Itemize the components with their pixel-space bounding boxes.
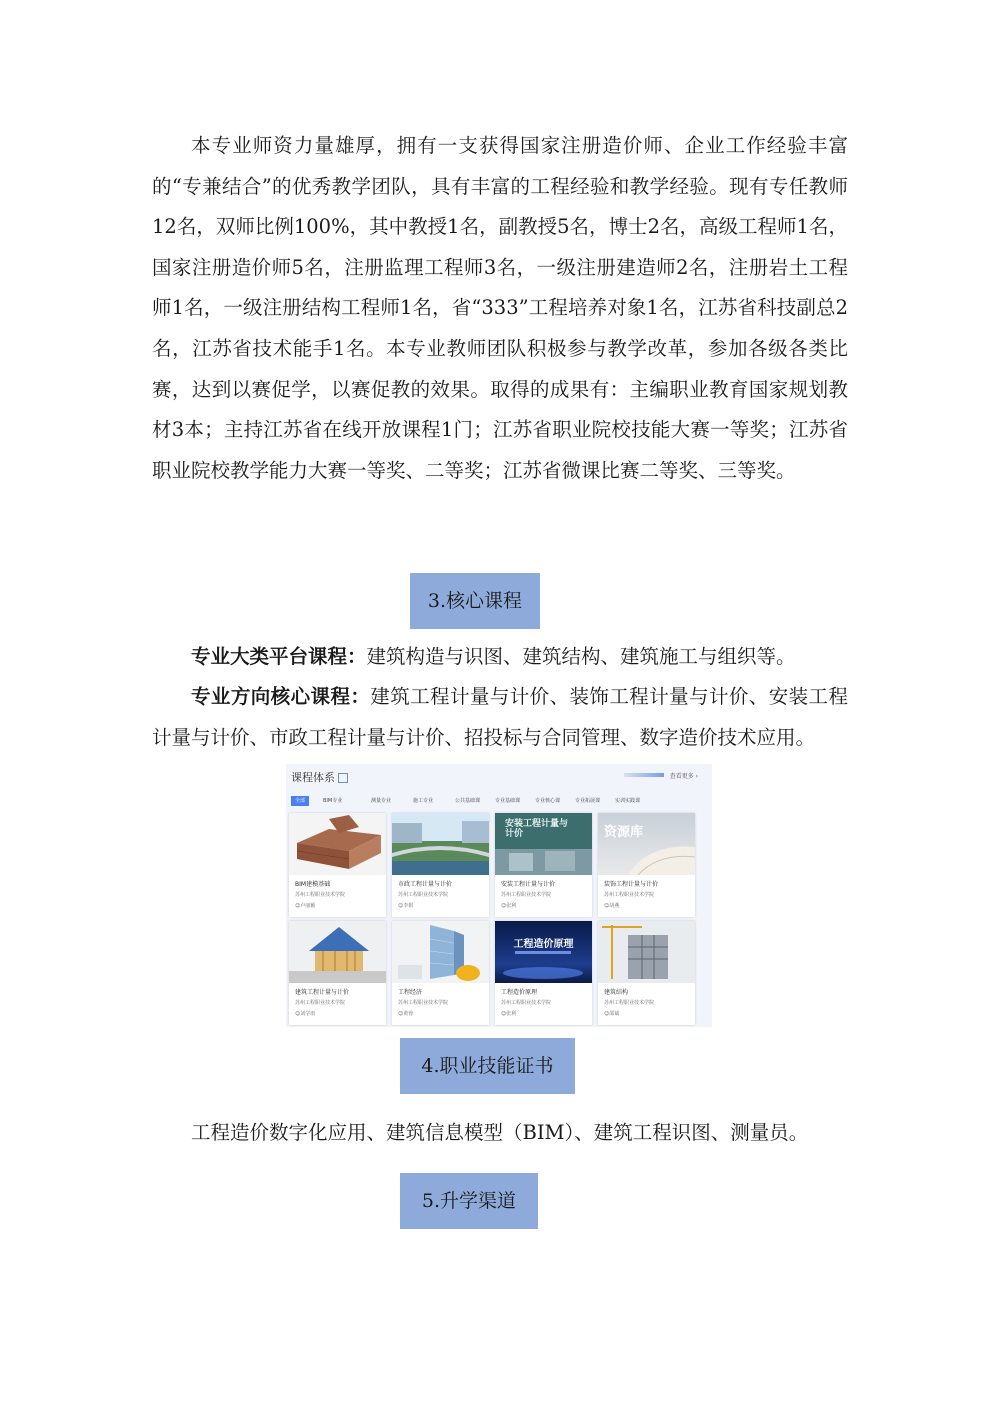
course-author: ☺ 张利 (501, 1010, 516, 1017)
skyscraper-thumbnail (392, 921, 489, 983)
course-card[interactable] (495, 921, 592, 1025)
book-icon (338, 773, 348, 783)
platform-courses-text: 建筑构造与识图、建筑结构、建筑施工与组织等。 (366, 645, 796, 668)
course-card[interactable] (289, 813, 386, 917)
course-tab[interactable]: 全部 (291, 796, 309, 806)
course-title: BIM建模基础 (295, 881, 331, 888)
course-author: ☺ 李娟 (398, 902, 413, 909)
course-system-title: 课程体系 (291, 769, 348, 785)
course-tab[interactable]: 测量专业 (371, 798, 392, 804)
course-title: 建筑工程计量与计价 (295, 989, 350, 996)
stage-thumbnail (495, 921, 592, 983)
course-title: 建筑结构 (604, 989, 629, 996)
course-tab[interactable]: 专业核心课 (535, 798, 561, 804)
course-school: 苏州工程职业技术学院 (295, 1000, 346, 1006)
course-author: ☺ 胡燕 (604, 902, 619, 909)
course-author: ☺ 卢丽颖 (295, 902, 315, 909)
course-school: 苏州工程职业技术学院 (398, 1000, 449, 1006)
course-card[interactable] (289, 921, 386, 1025)
course-card[interactable] (392, 813, 489, 917)
core-courses-label: 专业方向核心课程： (191, 685, 371, 708)
course-title: 装饰工程计量与计价 (604, 881, 659, 888)
certificates-paragraph: 工程造价数字化应用、建筑信息模型（BIM）、建筑工程识图、测量员。 (191, 1121, 809, 1144)
course-school: 苏州工程职业技术学院 (604, 892, 655, 898)
course-card[interactable] (392, 921, 489, 1025)
core-courses-paragraph (152, 677, 848, 758)
intro-paragraph: 本专业师资力量雄厚，拥有一支获得国家注册造价师、企业工作经验丰富的“专兼结合”的优秀教学团队，具有丰富的工程经验和教学经验。现有专任教师12名，双师比例100%，其中教授1名，副教授5名，博士2名，高级工程师1名，国家注册造价师5名，注册监理工程师3名，一级注册建造师2名，注册岩土工程师1名，一级注册结构工程师1名，省“333”工程培养对象1名，江苏省科技副总2名，江苏省技术能手1名。本专业教师团队积极参与教学改革，参加各级各类比赛，达到以赛促学，以赛促教的效果。取得的成果有：主编职业教育国家规划教材3本；主持江苏省在线开放课程1门；江苏省职业院校技能大赛一等奖；江苏省职业院校教学能力大赛一等奖、二等奖；江苏省微课比赛二等奖、三等奖。 (152, 134, 848, 482)
course-tab[interactable]: 施工专业 (413, 798, 434, 804)
resource-library-text: 资源库 (604, 825, 644, 840)
course-tab[interactable]: BIM专业 (323, 798, 343, 804)
course-tab[interactable]: 专业基础课 (495, 798, 521, 804)
book-cover-text: 安装工程计量与计价 (505, 819, 569, 839)
course-title: 工程造价原理 (501, 989, 538, 996)
course-title: 市政工程计量与计价 (398, 881, 453, 888)
resource-library-thumbnail (598, 813, 695, 875)
brick-building-thumbnail (289, 813, 386, 875)
course-tab[interactable]: 公共基础课 (455, 798, 481, 804)
course-author: ☺ 黄蓉 (398, 1010, 413, 1017)
course-school: 苏州工程职业技术学院 (398, 892, 449, 898)
course-author: ☺ 刘学雨 (295, 1010, 315, 1017)
course-school: 苏州工程职业技术学院 (604, 1000, 655, 1006)
course-tab[interactable]: 专业拓展课 (575, 798, 601, 804)
course-card[interactable] (495, 813, 592, 917)
more-bar (624, 773, 664, 777)
course-title: 工程经济 (398, 989, 423, 996)
course-card[interactable] (598, 921, 695, 1025)
course-tabs (289, 796, 709, 806)
stage-text: 工程造价原理 (513, 939, 574, 950)
section-heading-further-study: 5.升学渠道 (400, 1173, 538, 1229)
course-author: ☺ 邵斌 (604, 1010, 619, 1017)
section-heading-core-courses: 3.核心课程 (410, 573, 540, 629)
core-courses-text: 建筑工程计量与计价、装饰工程计量与计价、安装工程计量与计价、市政工程计量与计价、招投标与合同管理、数字造价技术应用。 (152, 685, 848, 749)
house-frame-thumbnail (289, 921, 386, 983)
construction-site-thumbnail (598, 921, 695, 983)
course-system-screenshot (286, 764, 712, 1027)
platform-courses-paragraph (152, 637, 848, 678)
platform-courses-label: 专业大类平台课程： (191, 645, 367, 668)
view-more-link[interactable]: 查看更多 › (669, 773, 698, 780)
course-school: 苏州工程职业技术学院 (501, 892, 552, 898)
course-card[interactable] (598, 813, 695, 917)
bridge-thumbnail (392, 813, 489, 875)
course-title: 安装工程计量与计价 (501, 881, 556, 888)
course-school: 苏州工程职业技术学院 (295, 892, 346, 898)
course-tab[interactable]: 实训实践课 (615, 798, 641, 804)
course-school: 苏州工程职业技术学院 (501, 1000, 552, 1006)
course-author: ☺ 张利 (501, 902, 516, 909)
book-cover-thumbnail (495, 813, 592, 875)
section-heading-certificates: 4.职业技能证书 (400, 1038, 575, 1094)
